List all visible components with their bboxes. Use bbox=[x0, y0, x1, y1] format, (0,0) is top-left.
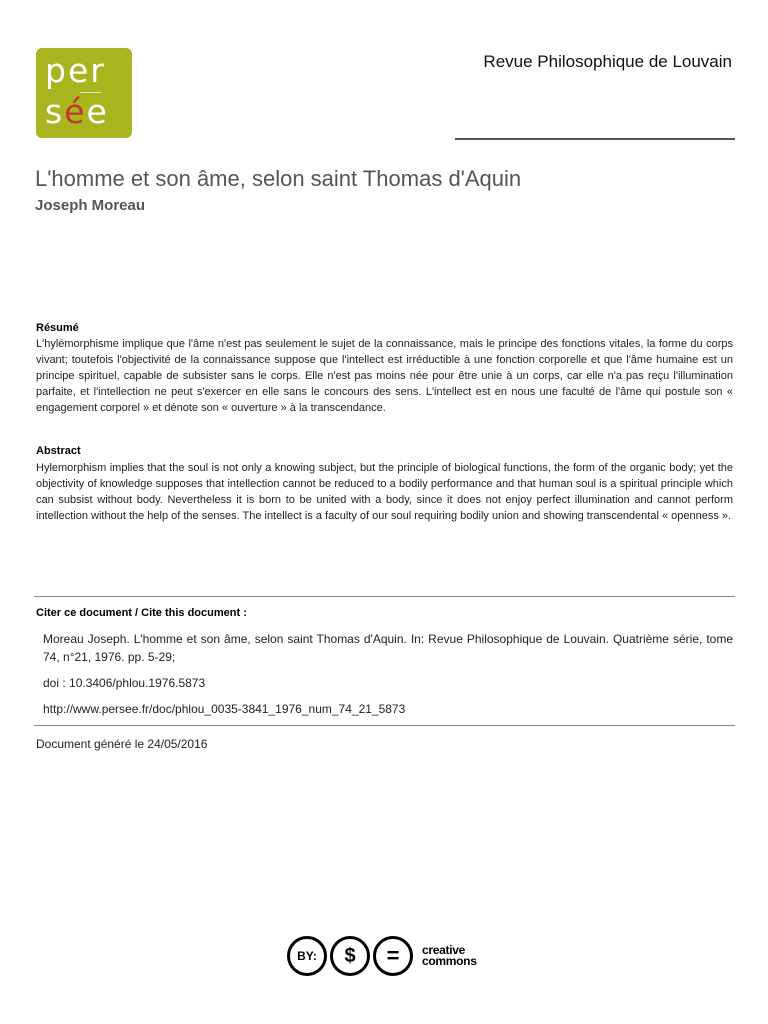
abstract-heading: Abstract bbox=[36, 445, 81, 457]
persee-logo[interactable] bbox=[36, 48, 132, 138]
cc-wordmark: creative commons bbox=[422, 943, 477, 968]
divider-top bbox=[34, 596, 735, 597]
abstract-text: Hylemorphism implies that the soul is not only a knowing subject, but the principle of biological functions, the form of the organic body; yet the objectivity of knowledge supposes that intellection cannot be reduced to a bodily performance and that human soul is a spiritual principle which can subsist without body. Nevertheless it is born to be united with a body, since it does not enjoy perfect illumination and cannot perform intellection without the help of the senses. The intellect is a faculty of our soul requiring bodily union and showing transcendental « openness ». bbox=[36, 462, 733, 522]
citation-text: Moreau Joseph. L'homme et son âme, selon saint Thomas d'Aquin. In: Revue Philosophique de Louvain. Quatrième série, tome 74, n°21, 1976. pp. 5-29; bbox=[43, 632, 733, 664]
article-title: L'homme et son âme, selon saint Thomas d'Aquin bbox=[35, 166, 522, 191]
resume-heading: Résumé bbox=[36, 322, 79, 334]
cc-noderivatives-icon: = bbox=[373, 936, 413, 976]
resume-text: L'hylémorphisme implique que l'âme n'est pas seulement le sujet de la connaissance, mais le principe des fonctions vitales, la forme du corps vivant; toutefois l'objectivité de la connaissance suppose que l'intellect est irréductible à une fonction corporelle et que l'âme humaine est un principe spirituel, capable de subsister sans le corps. Elle n'est pas moins née pour être unie à un corps, car elle n'a pas reçu l'illumination parfaite, et l'intellection ne peut s'exercer en elle sans le concours des sens. L'intellect est en nous une faculté de l'âme qui postule son « engagement corporel » et dénote son « ouverture » à la transcendance. bbox=[36, 338, 733, 414]
cc-noncommercial-icon: $ bbox=[330, 936, 370, 976]
cc-by-icon: BY: bbox=[287, 936, 327, 976]
generation-date: Document généré le 24/05/2016 bbox=[36, 737, 208, 751]
citation-heading: Citer ce document / Cite this document : bbox=[36, 607, 247, 619]
divider-bottom bbox=[34, 725, 735, 726]
header-divider bbox=[455, 138, 735, 140]
citation-url[interactable]: http://www.persee.fr/doc/phlou_0035-3841_1976_num_74_21_5873 bbox=[43, 702, 406, 716]
citation-doi[interactable]: doi : 10.3406/phlou.1976.5873 bbox=[43, 676, 206, 690]
article-author: Joseph Moreau bbox=[35, 197, 146, 214]
logo-line1: per bbox=[45, 51, 106, 90]
logo-line2: sée bbox=[45, 92, 109, 131]
journal-title: Revue Philosophique de Louvain bbox=[483, 52, 732, 71]
creative-commons-badge[interactable] bbox=[287, 937, 477, 975]
